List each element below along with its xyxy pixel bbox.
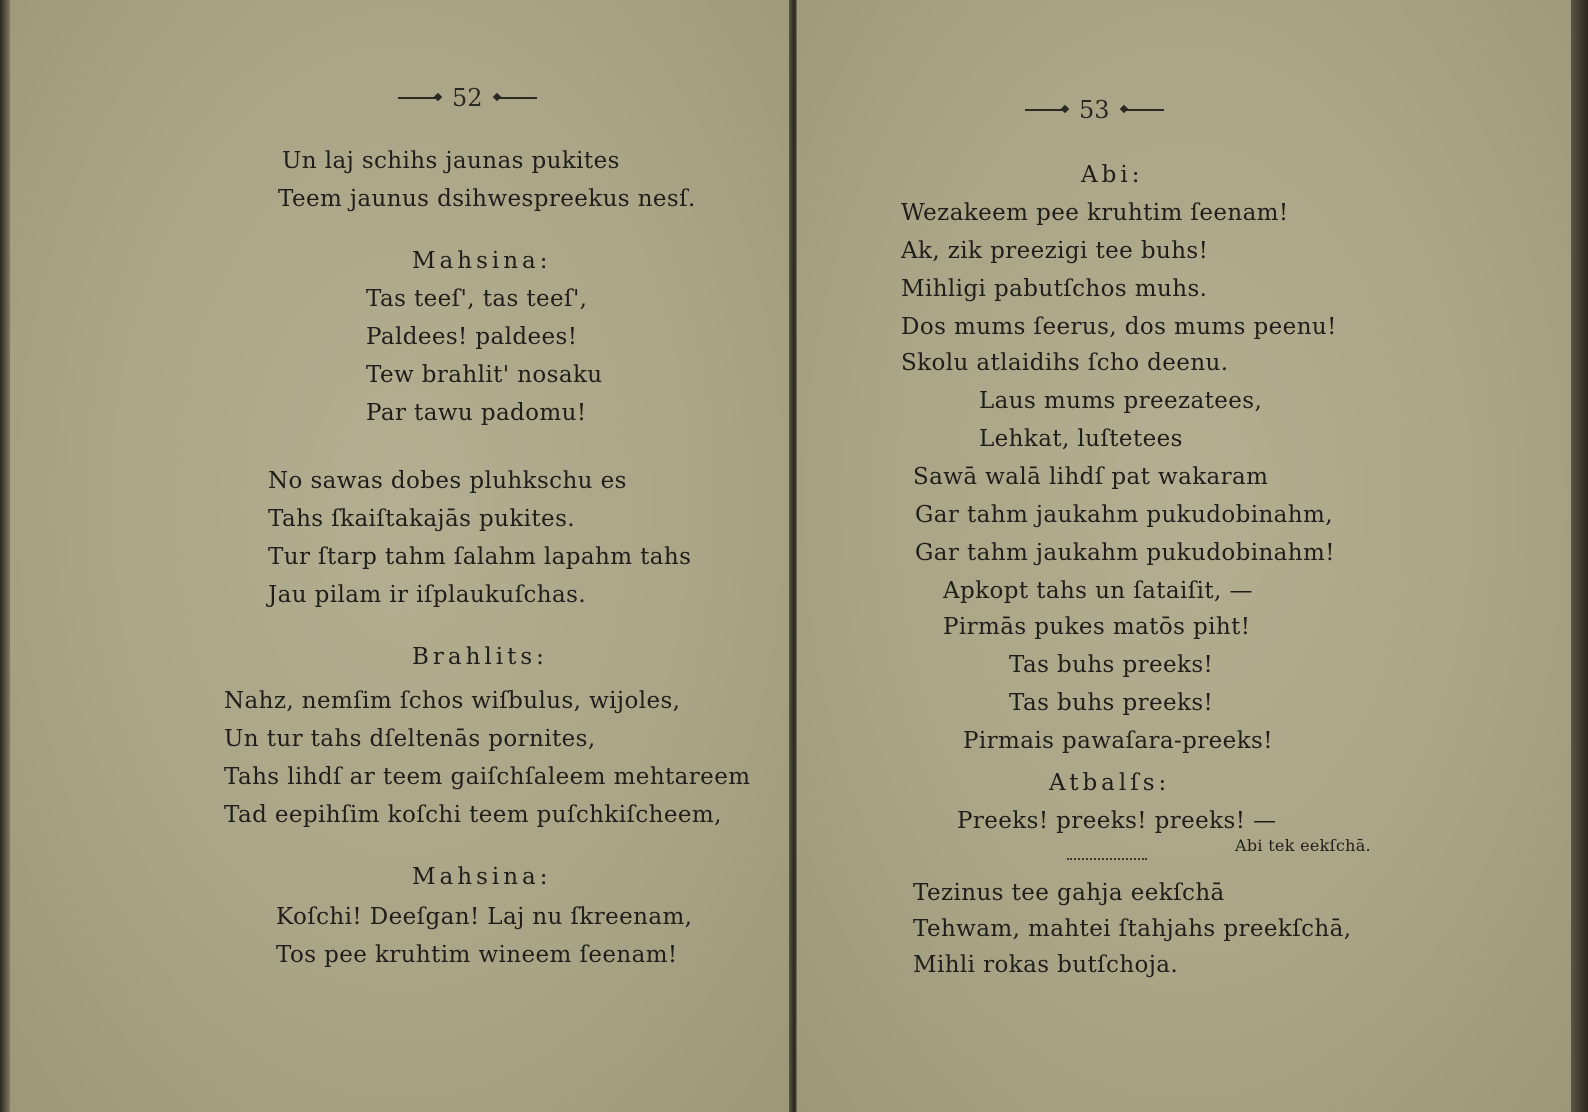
verse-line: Tur ſtarp tahm ſalahm lapahm tahs xyxy=(268,544,692,570)
verse-line: Un tur tahs dſeltenās pornites, xyxy=(224,726,596,752)
verse-line: Laus mums preezatees, xyxy=(979,388,1263,414)
verse-line: Un laj schihs jaunas pukites xyxy=(282,148,620,174)
verse-line: Gar tahm jaukahm pukudobinahm, xyxy=(915,502,1333,528)
right-page-header xyxy=(1025,96,1164,124)
verse-line: Skolu atlaidihs ſcho deenu. xyxy=(901,350,1229,376)
verse-line: Tad eepihſim koſchi teem puſchkiſcheem, xyxy=(224,802,722,828)
verse-line: Preeks! preeks! preeks! — xyxy=(957,808,1277,834)
right-cover-edge xyxy=(1571,0,1588,1112)
verse-line: Tehwam, mahtei ſtahjahs preekſchā, xyxy=(913,916,1352,942)
verse-line: Teem jaunus dsihwespreekus nesſ. xyxy=(278,186,696,212)
verse-line: Dos mums ſeerus, dos mums peenu! xyxy=(901,314,1337,340)
verse-line: Par tawu padomu! xyxy=(366,400,587,426)
left-ornament-icon xyxy=(398,97,438,99)
verse-line: Lehkat, luſtetees xyxy=(979,426,1183,452)
verse-line: Mihligi pabutſchos muhs. xyxy=(901,276,1208,302)
left-page-header xyxy=(398,84,537,112)
verse-line: Tahs ſkaiſtakajās pukites. xyxy=(268,506,575,532)
left-page-number: 52 xyxy=(452,84,483,112)
verse-line: Tas buhs preeks! xyxy=(1009,690,1214,716)
right-ornament-icon xyxy=(1124,109,1164,111)
section-divider xyxy=(1067,852,1147,860)
stage-direction: Abi tek eekſchā. xyxy=(1235,836,1371,855)
verse-line: Tew brahlit' nosaku xyxy=(366,362,603,388)
verse-line: Nahz, nemſim ſchos wiſbulus, wijoles, xyxy=(224,688,681,714)
verse-line: Tos pee kruhtim wineem ſeenam! xyxy=(276,942,678,968)
verse-line: Wezakeem pee kruhtim ſeenam! xyxy=(901,200,1289,226)
speaker-name: Brahlits: xyxy=(412,644,548,670)
left-ornament-icon xyxy=(1025,109,1065,111)
right-page-number: 53 xyxy=(1079,96,1110,124)
verse-line: Paldees! paldees! xyxy=(366,324,578,350)
verse-line: No sawas dobes pluhkschu es xyxy=(268,468,627,494)
verse-line: Mihli rokas butſchoja. xyxy=(913,952,1179,978)
speaker-name: Mahsina: xyxy=(412,248,552,274)
verse-line: Pirmās pukes matōs piht! xyxy=(943,614,1251,640)
verse-line: Ak, zik preezigi tee buhs! xyxy=(901,238,1209,264)
speaker-name: Abi: xyxy=(1081,162,1144,188)
left-page xyxy=(10,0,793,1112)
speaker-name: Mahsina: xyxy=(412,864,552,890)
verse-line: Apkopt tahs un ſataiſit, — xyxy=(943,578,1253,604)
verse-line: Koſchi! Deeſgan! Laj nu ſkreenam, xyxy=(276,904,693,930)
right-page xyxy=(796,0,1572,1112)
speaker-name: Atbalſs: xyxy=(1049,770,1171,796)
verse-line: Sawā walā lihdſ pat wakaram xyxy=(913,464,1269,490)
verse-line: Pirmais pawaſara-preeks! xyxy=(963,728,1273,754)
verse-line: Jau pilam ir iſplaukuſchas. xyxy=(268,582,587,608)
verse-line: Gar tahm jaukahm pukudobinahm! xyxy=(915,540,1335,566)
verse-line: Tas teeſ', tas teeſ', xyxy=(366,286,588,312)
verse-line: Tahs lihdſ ar teem gaiſchſaleem mehtareem xyxy=(224,764,751,790)
verse-line: Tas buhs preeks! xyxy=(1009,652,1214,678)
right-ornament-icon xyxy=(497,97,537,99)
verse-line: Tezinus tee gahja eekſchā xyxy=(913,880,1225,906)
